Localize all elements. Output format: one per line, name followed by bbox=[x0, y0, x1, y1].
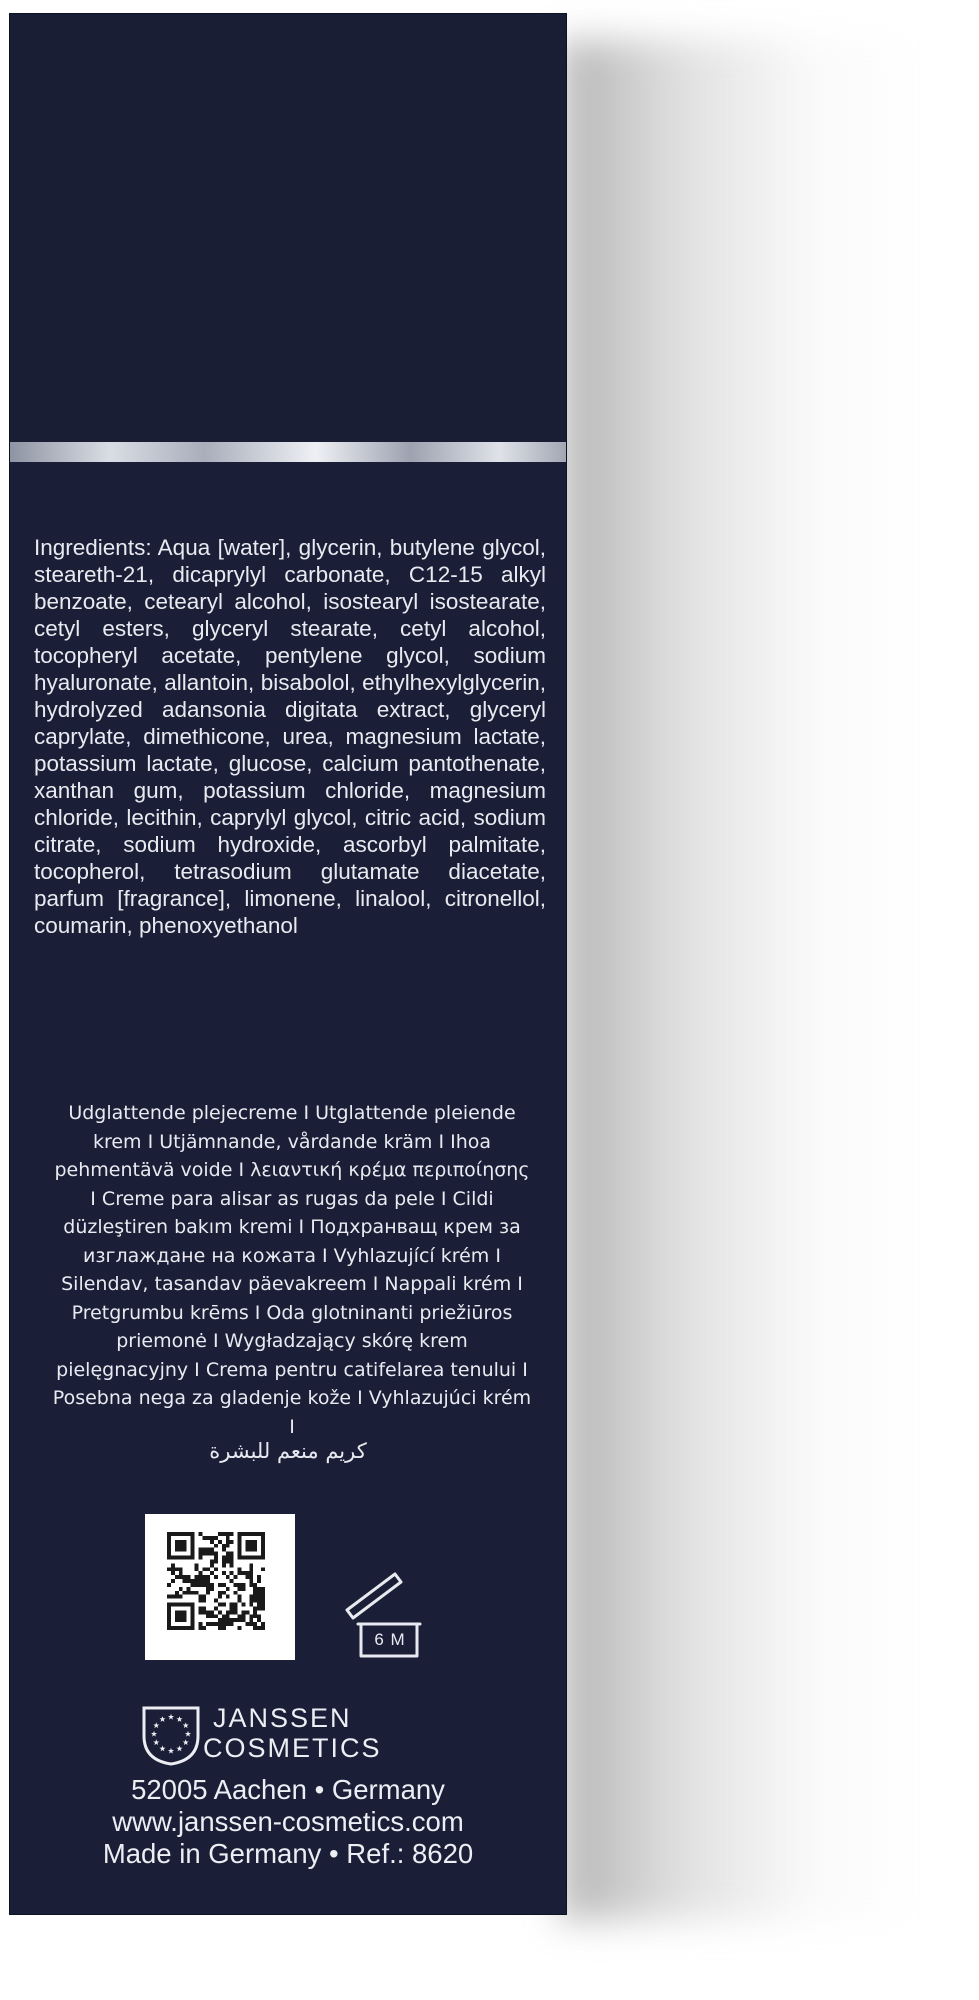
emblem-star bbox=[183, 1722, 189, 1728]
address-website: www.janssen-cosmetics.com bbox=[112, 1806, 464, 1837]
emblem-star bbox=[151, 1731, 157, 1737]
emblem-star bbox=[185, 1731, 191, 1737]
emblem-star bbox=[176, 1716, 182, 1722]
emblem-star bbox=[176, 1746, 182, 1752]
star-circle-logo bbox=[138, 1702, 204, 1768]
product-descriptions: Udglattende plejecreme I Utglattende pleiende krem I Utjämnande, vårdande kräm I Ihoa pehmentävä voide I λειαντική κρέμα περιποίησης I Creme para alisar as rugas da pele I Cildi düzleştiren bakım kremi I Подхранващ крем за изглаждане на кожата I Vyhlazující krém I Silendav, tasandav päevakreem I Nappali krém I Pretgrumbu krēms I Oda glotninanti priežiūros priemonė I Wygładzający skórę krem pielęgnacyjny I Crema pentru catifelarea tenului I Posebna nega za gladenje kože I Vyhlazujúci krém I bbox=[52, 1102, 532, 1438]
emblem-star bbox=[168, 1714, 174, 1720]
brand-name-line2: COSMETICS bbox=[203, 1733, 382, 1763]
box-top-panel bbox=[10, 14, 566, 442]
ingredients-text: Ingredients: Aqua [water], glycerin, butylene glycol, steareth-21, dicaprylyl carbonate, C12-15 alkyl benzoate, cetearyl alcohol, isostearyl isostearate, cetyl esters, glyceryl stearate, cetyl alcohol, tocopheryl acetate, pentylene glycol, sodium hyaluronate, allantoin, bisabolol, ethylhexylglycerin, hydrolyzed adansonia digitata extract, glyceryl caprylate, dimethicone, urea, magnesium lactate, potassium lactate, glucose, calcium pantothenate, xanthan gum, potassium chloride, magnesium chloride, lecithin, caprylyl glycol, citric acid, sodium citrate, sodium hydroxide, ascorbyl palmitate, tocopherol, tetrasodium glutamate diacetate, parfum [fragrance], limonene, linalool, citronellol, coumarin, phenoxyethanol bbox=[34, 535, 546, 938]
brand-name-line1: JANSSEN bbox=[213, 1703, 352, 1733]
emblem-star bbox=[159, 1746, 165, 1752]
address-block bbox=[10, 1774, 566, 1870]
emblem-star bbox=[153, 1722, 159, 1728]
qr-code-icon bbox=[167, 1532, 265, 1630]
emblem-star bbox=[168, 1748, 174, 1754]
emblem-star bbox=[153, 1739, 159, 1745]
pao-label: 6 M bbox=[374, 1630, 406, 1649]
box-shadow bbox=[560, 40, 920, 1920]
emblem-star bbox=[183, 1739, 189, 1745]
address-city: 52005 Aachen • Germany bbox=[131, 1774, 445, 1805]
qr-panel bbox=[145, 1514, 295, 1660]
address-made-in: Made in Germany • Ref.: 8620 bbox=[102, 1838, 474, 1869]
product-box bbox=[10, 14, 566, 1914]
emblem-star bbox=[159, 1716, 165, 1722]
silver-stripe bbox=[10, 442, 566, 462]
arabic-description: كريم منعم للبشرة bbox=[209, 1439, 367, 1463]
